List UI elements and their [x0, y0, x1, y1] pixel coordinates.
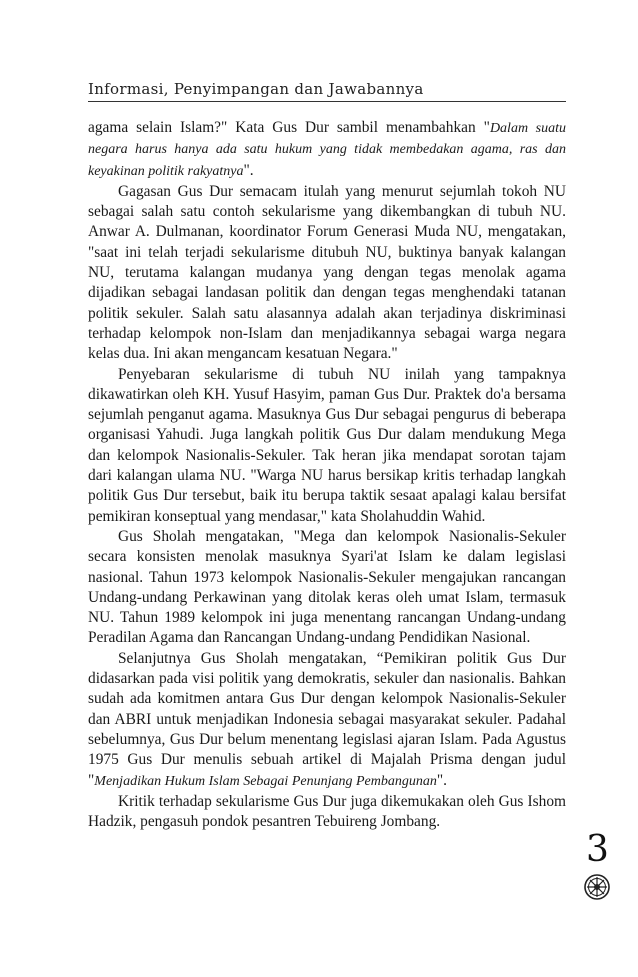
paragraph-1-end: ".	[243, 161, 254, 179]
paragraph-1-quote-italic: Dalam suatu negara harus hanya ada satu hukum yang tidak membedakan agama, ras dan keyakinan politik rakyatnya	[88, 121, 567, 179]
paragraph-6: Kritik terhadap sekularisme Gus Dur juga dikemukakan oleh Gus Ishom Hadzik, pengasuh pondok pesantren Tebuireng Jombang.	[88, 792, 566, 831]
paragraph-5-text: Selanjutnya Gus Sholah mengatakan, “Pemikiran politik Gus Dur didasarkan pada visi politik yang demokratis, sekuler dan nasionalis. Bahkan sudah ada komitmen antara Gus Dur dengan kelompok Nasionalis-Sekuler dan ABRI untuk menjadikan Indonesia sebagai masyarakat sekuler. Padahal sebelumnya, Gus Dur belum menentang legislasi ajaran Islam. Pada Agustus 1975 Gus Dur menulis sebuah artikel di Majalah Prisma dengan judul "	[88, 649, 566, 789]
page-number: 3	[586, 829, 609, 870]
paragraph-1-text: agama selain Islam?" Kata Gus Dur sambil menambahkan "	[88, 119, 490, 136]
running-header: Informasi, Penyimpangan dan Jawabannya	[88, 80, 424, 98]
paragraph-5	[88, 649, 566, 792]
paragraph-5-title-italic: Menjadikan Hukum Islam Sebagai Penunjang Pembangunan	[94, 773, 437, 789]
body-text	[88, 118, 566, 832]
paragraph-4: Gus Sholah mengatakan, "Mega dan kelompok Nasionalis-Sekuler secara konsisten menolak masuknya Syari'at Islam ke dalam legislasi nasional. Tahun 1973 kelompok Nasionalis-Sekuler mengajukan rancangan Undang-undang Perkawinan yang ditolak keras oleh umat Islam, termasuk NU. Tahun 1989 kelompok ini juga menentang rancangan Undang-undang Peradilan Agama dan Rancangan Undang-undang Pendidikan Nasional.	[88, 527, 566, 647]
paragraph-3: Penyebaran sekularisme di tubuh NU inilah yang tampaknya dikawatirkan oleh KH. Yusuf Hasyim, paman Gus Dur. Praktek do'a bersama sejumlah penganut agama. Masuknya Gus Dur sebagai pengurus di beberapa organisasi Yahudi. Juga langkah politik Gus Dur dalam mendukung Mega dan kelompok Nasionalis-Sekuler. Tak heran jika mendapat sorotan tajam dari kalangan ulama NU. "Warga NU harus bersikap kritis terhadap langkah politik Gus Dur tersebut, baik itu berupa taktik sesaat apalagi kalau bersifat pemikiran konseptual yang mendasar," kata Sholahuddin Wahid.	[88, 365, 566, 525]
header-rule	[88, 101, 566, 102]
rosette-ornament-icon	[584, 874, 610, 900]
paragraph-5-end: ".	[436, 771, 447, 789]
paragraph-2: Gagasan Gus Dur semacam itulah yang menurut sejumlah tokoh NU sebagai salah satu contoh sekularisme yang dikembangkan di tubuh NU. Anwar A. Dulmanan, koordinator Forum Generasi Muda NU, mengatakan, "saat ini telah terjadi sekularisme ditubuh NU, buktinya banyak kalangan NU, terutama kalangan mudanya yang dengan tegas menolak agama dijadikan sebagai landasan politik dan dengan tegas menghendaki tatanan politik sekuler. Salah satu alasannya adalah akan terjadinya diskriminasi terhadap kelompok non-Islam dan menjadikannya sebagai warga negara kelas dua. Ini akan mengancam kesatuan Negara."	[88, 182, 566, 363]
paragraph-1	[88, 118, 566, 182]
